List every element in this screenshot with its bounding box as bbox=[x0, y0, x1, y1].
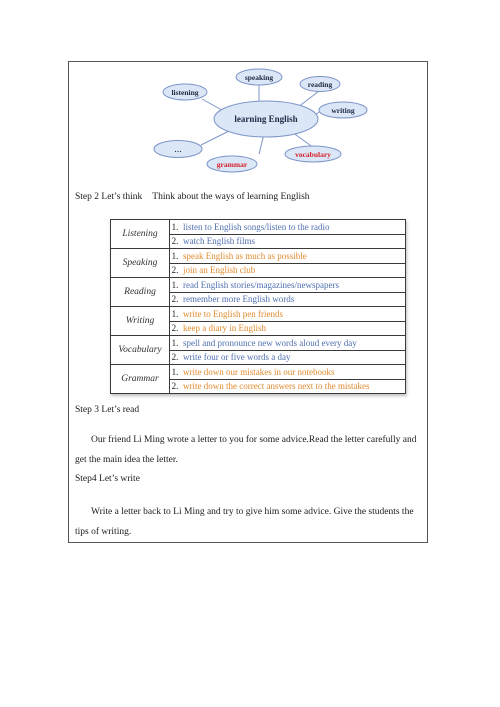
table-item: write down the correct answers next to the mistakes bbox=[180, 379, 406, 394]
svg-text:listening: listening bbox=[171, 88, 199, 97]
table-row bbox=[111, 249, 406, 264]
mind-map-center bbox=[214, 101, 318, 137]
mind-map-node-ellipsis bbox=[154, 141, 202, 158]
category-writing: Writing bbox=[111, 307, 170, 336]
lesson-frame bbox=[68, 61, 428, 543]
step-3-paragraph bbox=[75, 430, 423, 470]
table-item: write four or five words a day bbox=[180, 350, 406, 365]
item-number: 1. bbox=[170, 336, 181, 351]
item-number: 1. bbox=[170, 278, 181, 293]
table-item: speak English as much as possible bbox=[180, 249, 406, 264]
table-row bbox=[111, 278, 406, 293]
svg-text:vocabulary: vocabulary bbox=[295, 150, 331, 159]
item-number: 2. bbox=[170, 292, 181, 307]
table-item: join an English club bbox=[180, 263, 406, 278]
svg-text:…: … bbox=[174, 145, 182, 154]
table-item: write to English pen friends bbox=[180, 307, 406, 322]
item-number: 1. bbox=[170, 307, 181, 322]
item-number: 2. bbox=[170, 379, 181, 394]
step-4-paragraph bbox=[75, 502, 423, 542]
step-4-heading: Step4 Let’s write bbox=[75, 474, 140, 484]
step-2-label: Step 2 Let’s think bbox=[75, 192, 143, 202]
category-speaking: Speaking bbox=[111, 249, 170, 278]
category-reading: Reading bbox=[111, 278, 170, 307]
table-item: write down our mistakes in our notebooks bbox=[180, 365, 406, 380]
item-number: 1. bbox=[170, 249, 181, 264]
mind-map-node-speaking bbox=[236, 69, 282, 85]
table-item: listen to English songs/listen to the radio bbox=[180, 220, 406, 235]
item-number: 2. bbox=[170, 350, 181, 365]
item-number: 2. bbox=[170, 234, 181, 249]
item-number: 2. bbox=[170, 263, 181, 278]
learning-ways-table bbox=[110, 219, 406, 394]
category-grammar: Grammar bbox=[111, 365, 170, 394]
step-2-text: Think about the ways of learning English bbox=[152, 192, 310, 202]
table-item: read English stories/magazines/newspapers bbox=[180, 278, 406, 293]
item-number: 1. bbox=[170, 220, 181, 235]
mind-map bbox=[69, 62, 429, 174]
mind-map-node-vocabulary bbox=[285, 146, 341, 162]
mind-map-node-reading bbox=[300, 77, 340, 92]
table-item: remember more English words bbox=[180, 292, 406, 307]
mind-map-node-writing bbox=[319, 102, 367, 118]
svg-text:speaking: speaking bbox=[244, 73, 274, 82]
svg-text:learning English: learning English bbox=[234, 114, 298, 124]
svg-text:grammar: grammar bbox=[216, 160, 248, 169]
step-4-text: Write a letter back to Li Ming and try to give him some advice. Give the students the tips of writing. bbox=[75, 507, 414, 537]
table-row bbox=[111, 336, 406, 351]
item-number: 2. bbox=[170, 321, 181, 336]
table-item: watch English films bbox=[180, 234, 406, 249]
mind-map-node-grammar bbox=[207, 156, 257, 172]
step-3-heading: Step 3 Let’s read bbox=[75, 405, 140, 415]
mind-map-node-listening bbox=[163, 84, 207, 100]
table-row bbox=[111, 365, 406, 380]
category-listening: Listening bbox=[111, 220, 170, 249]
table-row bbox=[111, 307, 406, 322]
svg-text:reading: reading bbox=[307, 80, 333, 89]
step-3-text: Our friend Li Ming wrote a letter to you for some advice.Read the letter carefully and get the main idea the letter. bbox=[75, 435, 417, 465]
table-item: spell and pronounce new words aloud every day bbox=[180, 336, 406, 351]
category-vocabulary: Vocabulary bbox=[111, 336, 170, 365]
table-row bbox=[111, 220, 406, 235]
item-number: 1. bbox=[170, 365, 181, 380]
table-item: keep a diary in English bbox=[180, 321, 406, 336]
step-2-heading bbox=[75, 192, 310, 202]
svg-text:writing: writing bbox=[331, 106, 355, 115]
